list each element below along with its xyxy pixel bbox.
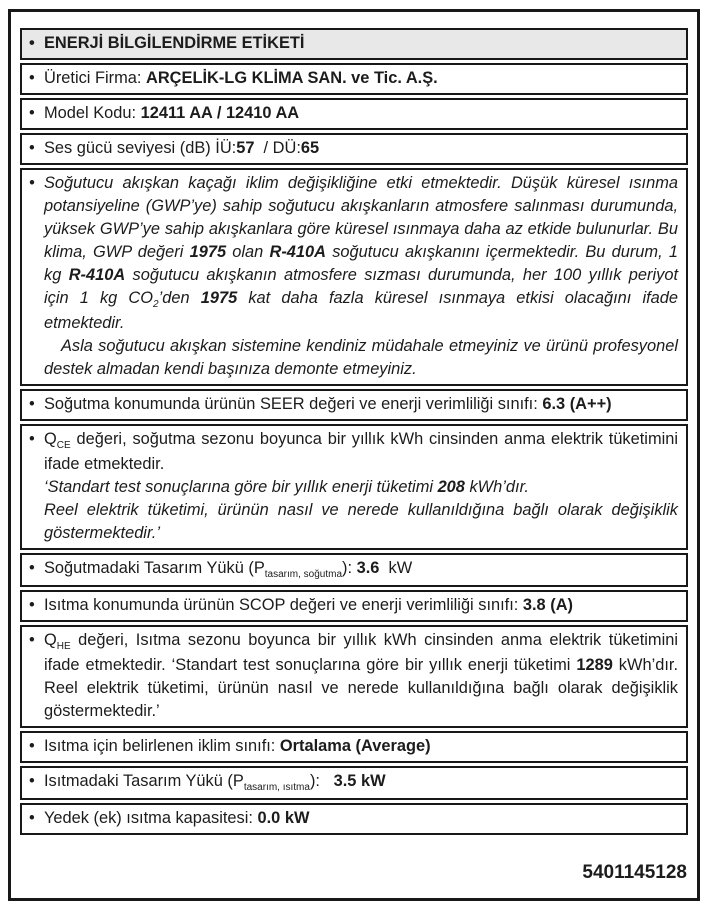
seer-value: 6.3 (A++) <box>542 395 612 413</box>
bullet-icon: • <box>29 395 35 413</box>
row-sound-level <box>20 133 688 165</box>
climate-label: Isıtma için belirlenen iklim sınıfı: <box>44 737 280 755</box>
sound-label: Ses gücü seviyesi (dB) İÜ: <box>44 139 237 157</box>
refrigerant-text: soğutucu akışkanını içermektedir. Bu durum, 1 kg <box>44 243 678 284</box>
qce-text: değeri, soğutma sezonu boyunca bir yıllık kWh cinsinden anma elektrik tüketimini ifade etmektedir. <box>44 430 678 473</box>
refrigerant-text: Soğutucu akışkan kaçağı iklim değişikliğine etki etmektedir. Düşük küresel ısınma potansiyeline (GWP’ye) sahip soğutucu akışkanların atmosfere salınması durumunda, yüksek GWP’ye sahip akışkanlara göre küresel ısınmaya daha az etkide bulunurlar. Bu klima, GWP değeri <box>44 174 678 261</box>
row-heating-design-load <box>20 766 688 800</box>
bullet-icon: • <box>29 596 35 614</box>
scop-label: Isıtma konumunda ürünün SCOP değeri ve enerji verimliliği sınıfı: <box>44 596 523 614</box>
sound-separator: / DÜ: <box>254 139 301 157</box>
backup-line <box>44 807 678 830</box>
row-refrigerant-info <box>20 168 688 386</box>
gwp-value: 1975 <box>189 243 227 261</box>
row-qhe <box>20 625 688 728</box>
qhe-block <box>44 629 678 723</box>
row-climate-class <box>20 731 688 763</box>
bullet-icon: • <box>29 174 35 192</box>
row-qce <box>20 424 688 550</box>
row-seer <box>20 389 688 421</box>
qce-subscript: CE <box>56 440 71 451</box>
row-scop <box>20 590 688 622</box>
qhe-text: kWh’dır. Reel elektrik tüketimi, ürünün nasıl ve nerede kullanıldığına bağlı olarak değişiklik göstermektedir.’ <box>44 656 678 720</box>
row-header <box>20 28 688 60</box>
refrigerant-text: kat daha fazla küresel ısınmaya etkisi olacağını ifade etmektedir. <box>44 289 678 332</box>
refrigerant-paragraph-1 <box>44 174 678 332</box>
page-title: ENERJİ BİLGİLENDİRME ETİKETİ <box>44 34 305 52</box>
qhe-text: değeri, Isıtma sezonu boyunca bir yıllık kWh cinsinden anma elektrik tüketimini ifade etmektedir. ‘Standart test sonuçlarına göre bir yıllık enerji tüketimi <box>44 631 678 674</box>
bullet-icon: • <box>29 737 35 755</box>
qce-block <box>44 428 678 545</box>
row-backup-heating <box>20 803 688 835</box>
refrigerant-warning: Asla soğutucu akışkan sistemine kendiniz müdahale etmeyiniz ve ürünü profesyonel destek almadan kendi başınıza demonte etmeyiniz. <box>44 337 678 378</box>
refrigerant-paragraphs <box>44 172 678 381</box>
manufacturer-line <box>44 67 678 90</box>
energy-label-page <box>8 9 700 901</box>
scop-value: 3.8 (A) <box>522 596 573 614</box>
gwp-value: 1975 <box>200 289 238 307</box>
qce-quote-text: ‘Standart test sonuçlarına göre bir yıllık enerji tüketimi <box>44 478 438 496</box>
manufacturer-value: ARÇELİK-LG KLİMA SAN. ve Tic. A.Ş. <box>146 69 438 87</box>
backup-label: Yedek (ek) ısıtma kapasitesi: <box>44 809 258 827</box>
bullet-icon: • <box>29 69 35 87</box>
qce-quote-line2: Reel elektrik tüketimi, ürünün nasıl ve nerede kullanıldığına bağlı olarak değişiklik göstermektedir.’ <box>44 501 678 542</box>
heating-load-value: 3.5 kW <box>333 772 386 790</box>
bullet-icon: • <box>29 34 35 52</box>
bullet-icon: • <box>29 631 35 649</box>
sound-line <box>44 137 678 160</box>
qce-symbol: Q <box>44 430 57 448</box>
qhe-symbol: Q <box>44 631 57 649</box>
bullet-icon: • <box>29 430 35 448</box>
row-manufacturer <box>20 63 688 95</box>
qhe-subscript: HE <box>56 641 71 652</box>
scop-line <box>44 594 678 617</box>
model-label: Model Kodu: <box>44 104 141 122</box>
backup-value: 0.0 kW <box>257 809 310 827</box>
seer-label: Soğutma konumunda ürünün SEER değeri ve enerji verimliliği sınıfı: <box>44 395 543 413</box>
climate-line <box>44 735 678 758</box>
heating-load-line <box>44 770 678 795</box>
refrigerant-text: olan <box>226 243 270 261</box>
row-cooling-design-load <box>20 553 688 587</box>
heating-load-subscript: tasarım, ısıtma <box>243 782 310 793</box>
bullet-icon: • <box>29 104 35 122</box>
refrigerant-type: R-410A <box>269 243 326 261</box>
refrigerant-text: ’den <box>158 289 201 307</box>
seer-line <box>44 393 678 416</box>
qce-quote-text: kWh’dır. <box>464 478 529 496</box>
sound-indoor-value: 57 <box>236 139 255 157</box>
qce-definition <box>44 430 678 473</box>
qce-kwh-value: 208 <box>437 478 465 496</box>
heating-load-label-end: ): <box>309 772 334 790</box>
cooling-load-label: Soğutmadaki Tasarım Yükü (P <box>44 559 265 577</box>
bullet-icon: • <box>29 139 35 157</box>
sound-outdoor-value: 65 <box>300 139 320 157</box>
qhe-kwh-value: 1289 <box>576 656 613 674</box>
row-model <box>20 98 688 130</box>
co2-subscript: 2 <box>153 299 159 310</box>
refrigerant-type: R-410A <box>68 266 126 284</box>
heating-load-label: Isıtmadaki Tasarım Yükü (P <box>44 772 244 790</box>
climate-value: Ortalama (Average) <box>279 737 431 755</box>
refrigerant-text: soğutucu akışkanın atmosfere sızması durumunda, her 100 yıllık periyot için 1 kg CO <box>44 266 678 307</box>
manufacturer-label: Üretici Firma: <box>44 69 146 87</box>
document-code: 5401145128 <box>582 862 687 883</box>
model-line <box>44 102 678 125</box>
cooling-load-label-end: ): <box>342 559 357 577</box>
bullet-icon: • <box>29 559 35 577</box>
bullet-icon: • <box>29 772 35 790</box>
cooling-load-value: 3.6 <box>356 559 380 577</box>
model-value: 12411 AA / 12410 AA <box>140 104 300 122</box>
cooling-load-subscript: tasarım, soğutma <box>264 569 343 580</box>
cooling-load-unit: kW <box>379 559 413 577</box>
cooling-load-line <box>44 557 678 582</box>
bullet-icon: • <box>29 809 35 827</box>
qce-quote-line1 <box>44 476 678 499</box>
